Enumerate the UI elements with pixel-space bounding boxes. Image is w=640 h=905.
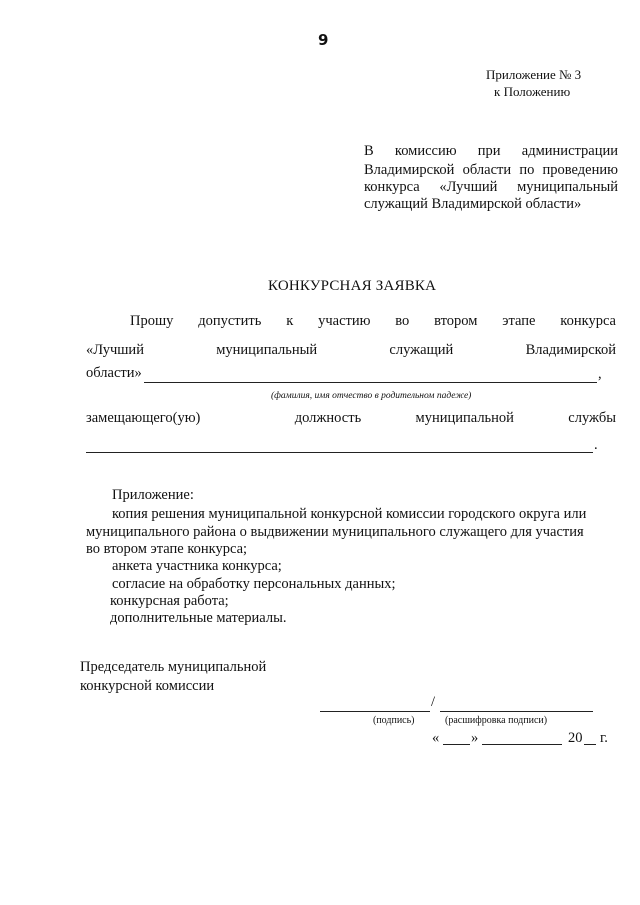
fullname-blank-line: [144, 382, 597, 383]
request-row-3-start: области»: [86, 365, 142, 381]
addressee-row-1: В комиссию при администрации: [364, 143, 618, 159]
appendix-sublabel: к Положению: [494, 84, 571, 99]
attachment-item-1-line-1: копия решения муниципальной конкурсной комиссии городского округа или: [112, 506, 587, 522]
date-quote-open: «: [432, 730, 440, 746]
day-blank-line: [443, 744, 470, 745]
request-row-4: замещающего(ую) должность муниципальной службы: [86, 410, 616, 426]
chairman-title-line-2: конкурсной комиссии: [80, 678, 215, 694]
addressee-row-3: конкурса «Лучший муниципальный: [364, 179, 618, 195]
month-blank-line: [482, 744, 562, 745]
date-quote-close: »: [471, 730, 479, 746]
chairman-title-line-1: Председатель муниципальной: [80, 659, 267, 675]
attachment-item-3: согласие на обработку персональных данных;: [112, 576, 396, 592]
request-row-2: «Лучший муниципальный служащий Владимирской: [86, 342, 616, 358]
request-row-5-dot: .: [594, 437, 598, 453]
signature-blank-line: [320, 711, 430, 712]
attachment-item-5: дополнительные материалы.: [110, 610, 287, 626]
document-title: КОНКУРСНАЯ ЗАЯВКА: [268, 278, 437, 294]
year-blank-line: [584, 744, 596, 745]
addressee-row-2: Владимирской области по проведению: [364, 162, 618, 178]
year-suffix: г.: [600, 730, 608, 746]
appendix-label: Приложение № 3: [486, 67, 582, 82]
page-number: 9: [318, 31, 329, 49]
signature-decode-blank-line: [440, 711, 593, 712]
attachment-item-2: анкета участника конкурса;: [112, 558, 282, 574]
signature-decode-label: (расшифровка подписи): [445, 715, 548, 726]
request-row-3-comma: ,: [598, 366, 602, 382]
attachment-item-1-line-3: во втором этапе конкурса;: [86, 541, 248, 557]
addressee-row-4: служащий Владимирской области»: [364, 196, 582, 212]
signature-separator: /: [431, 694, 436, 710]
request-row-1: Прошу допустить к участию во втором этапе конкурса: [130, 313, 616, 329]
attachment-item-4: конкурсная работа;: [110, 593, 229, 609]
position-blank-line: [86, 452, 593, 453]
attachments-heading: Приложение:: [112, 487, 194, 503]
year-prefix: 20: [568, 730, 583, 746]
signature-label: (подпись): [373, 715, 415, 726]
attachment-item-1-line-2: муниципального района о выдвижении муниципального служащего для участия: [86, 524, 584, 540]
fullname-hint: (фамилия, имя отчество в родительном падеже): [271, 391, 472, 401]
